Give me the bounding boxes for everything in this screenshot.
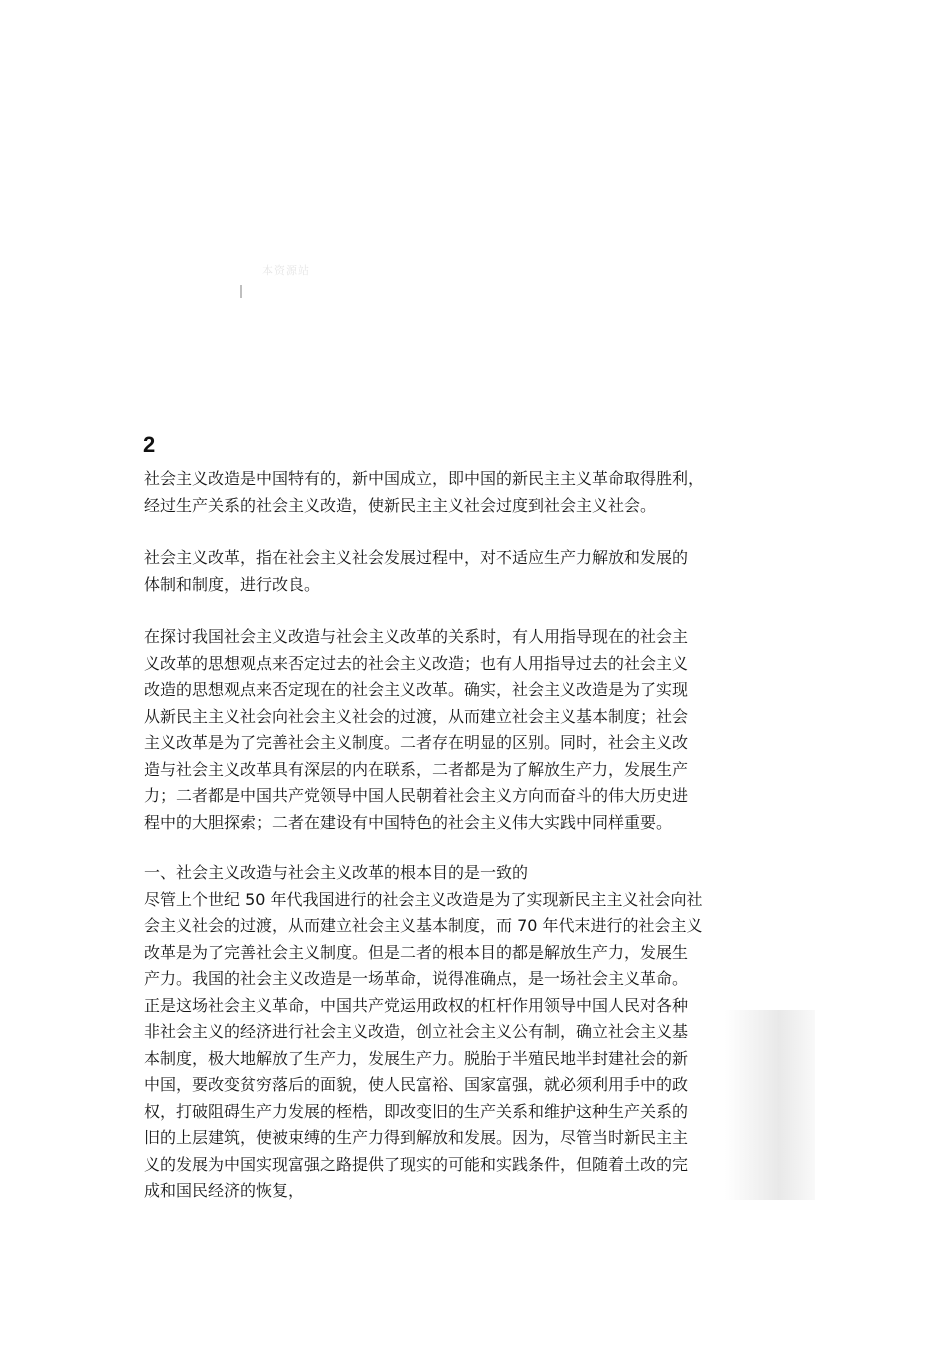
text-line: 本制度，极大地解放了生产力，发展生产力。脱胎于半殖民地半封建社会的新 bbox=[144, 1048, 689, 1068]
section-heading: 一、社会主义改造与社会主义改革的根本目的是一致的 bbox=[144, 863, 529, 882]
text-line: 非社会主义的经济进行社会主义改造，创立社会主义公有制，确立社会主义基 bbox=[144, 1022, 689, 1041]
paragraph-3 bbox=[144, 624, 804, 836]
text-line: 在探讨我国社会主义改造与社会主义改革的关系时，有人用指导现在的社会主 bbox=[144, 627, 689, 646]
text-line: 成和国民经济的恢复， bbox=[144, 1181, 305, 1200]
watermark: 本资源站 bbox=[262, 264, 310, 277]
text-line: 正是这场社会主义革命，中国共产党运用政权的杠杆作用领导中国人民对各种 bbox=[144, 995, 689, 1015]
text-line: 体制和制度，进行改良。 bbox=[144, 574, 321, 594]
text-line: 会主义社会的过渡，从而建立社会主义基本制度，而 70 年代末进行的社会主义 bbox=[144, 916, 703, 935]
text-line: 产力。我国的社会主义改造是一场革命，说得准确点，是一场社会主义革命。 bbox=[144, 969, 689, 988]
paragraph-2 bbox=[144, 545, 804, 598]
paragraph-4 bbox=[144, 860, 804, 1205]
text-line: 社会主义改造是中国特有的，新中国成立，即中国的新民主主义革命取得胜利， bbox=[144, 469, 705, 488]
text-line: 尽管上个世纪 50 年代我国进行的社会主义改造是为了实现新民主主义社会向社 bbox=[144, 889, 703, 909]
watermark-mark bbox=[240, 285, 242, 298]
text-line: 义的发展为中国实现富强之路提供了现实的可能和实践条件，但随着土改的完 bbox=[144, 1154, 689, 1174]
text-line: 权，打破阻碍生产力发展的桎梏，即改变旧的生产关系和维护这种生产关系的 bbox=[144, 1101, 689, 1121]
text-line: 旧的上层建筑，使被束缚的生产力得到解放和发展。因为，尽管当时新民主主 bbox=[144, 1128, 689, 1147]
text-line: 改造的思想观点来否定现在的社会主义改革。确实，社会主义改造是为了实现 bbox=[144, 680, 689, 699]
text-line: 从新民主主义社会向社会主义社会的过渡，从而建立社会主义基本制度；社会 bbox=[144, 706, 689, 726]
text-line: 改革是为了完善社会主义制度。但是二者的根本目的都是解放生产力，发展生 bbox=[144, 942, 689, 962]
paragraph-1 bbox=[144, 466, 804, 519]
text-line: 社会主义改革，指在社会主义社会发展过程中，对不适应生产力解放和发展的 bbox=[144, 548, 689, 567]
text-line: 造与社会主义改革具有深层的内在联系，二者都是为了解放生产力，发展生产 bbox=[144, 759, 689, 779]
text-line: 中国，要改变贫穷落后的面貌，使人民富裕、国家富强，就必须利用手中的政 bbox=[144, 1075, 689, 1094]
text-line: 义改革的思想观点来否定过去的社会主义改造；也有人用指导过去的社会主义 bbox=[144, 653, 689, 673]
text-line: 力；二者都是中国共产党领导中国人民朝着社会主义方向而奋斗的伟大历史进 bbox=[144, 786, 689, 805]
text-line: 主义改革是为了完善社会主义制度。二者存在明显的区别。同时，社会主义改 bbox=[144, 733, 689, 752]
text-line: 经过生产关系的社会主义改造，使新民主主义社会过度到社会主义社会。 bbox=[144, 495, 657, 515]
text-line: 程中的大胆探索；二者在建设有中国特色的社会主义伟大实践中同样重要。 bbox=[144, 812, 673, 832]
page-number: 2 bbox=[143, 432, 156, 457]
